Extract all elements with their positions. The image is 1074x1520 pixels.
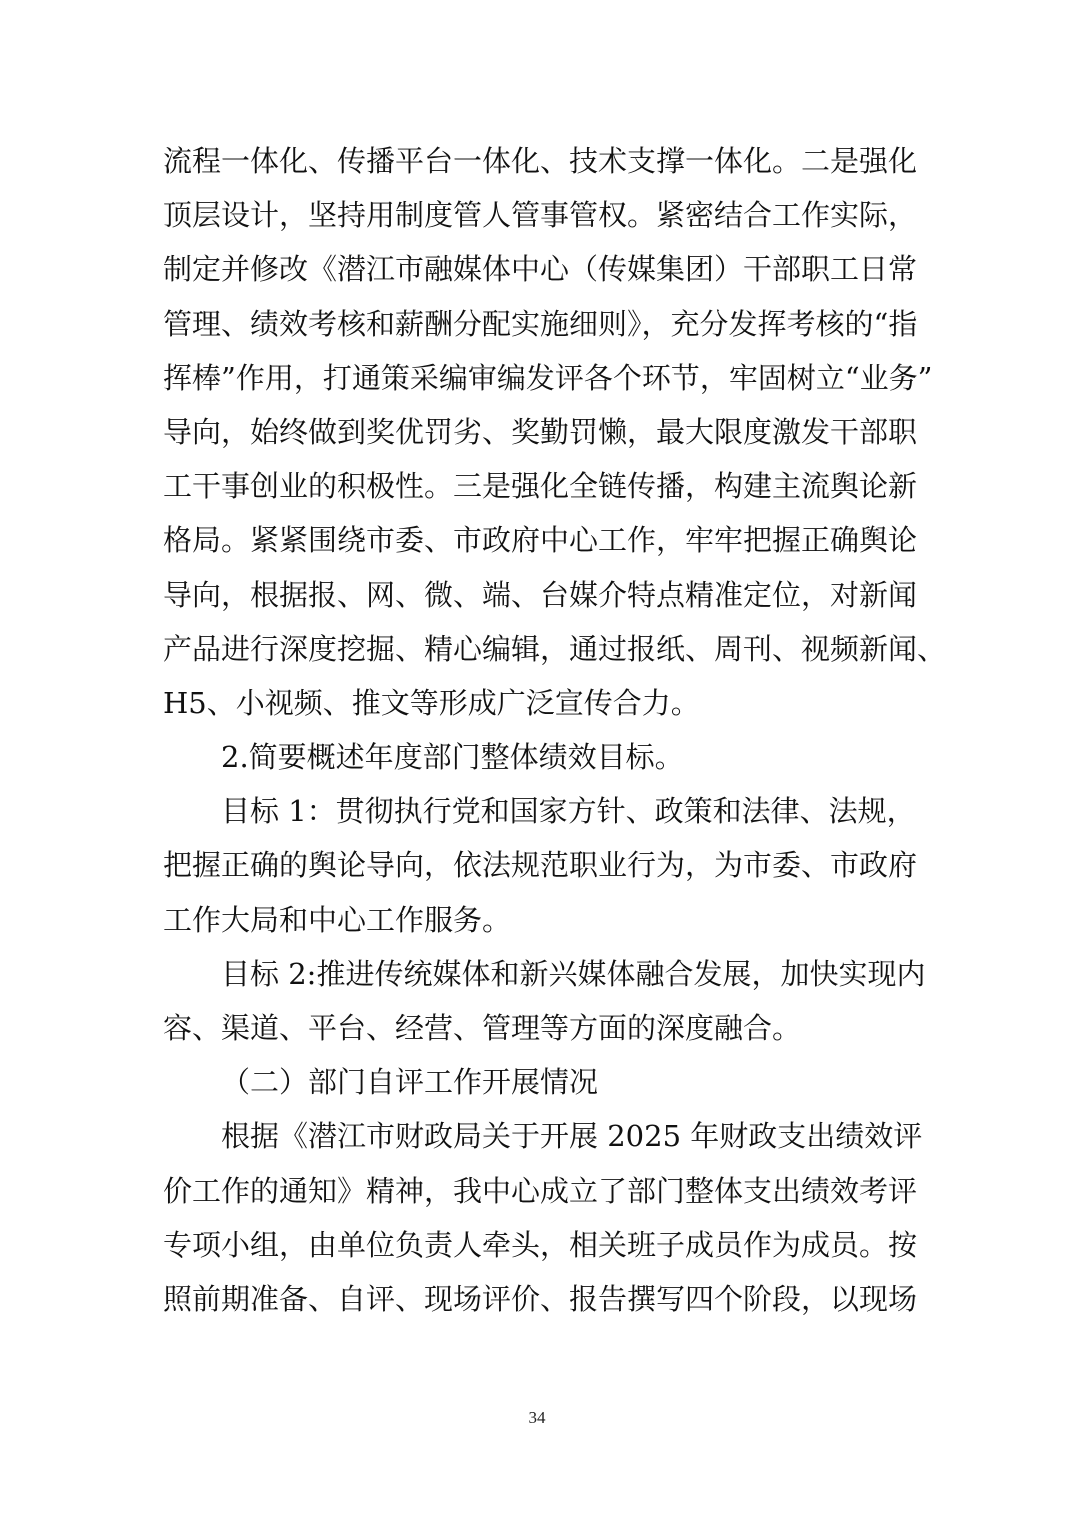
text-line-15: 工作大局和中心工作服务。 <box>163 902 512 937</box>
text-line-19: 根据《潜江市财政局关于开展 2025 年财政支出绩效评 <box>221 1119 923 1154</box>
text-line-20: 价工作的通知》精神，我中心成立了部门整体支出绩效考评 <box>163 1173 918 1208</box>
text-line-10: 产品进行深度挖掘、精心编辑，通过报纸、周刊、视频新闻、 <box>163 631 947 666</box>
text-line-13: 目标 1：贯彻执行党和国家方针、政策和法律、法规， <box>221 794 916 829</box>
text-line-4: 管理、绩效考核和薪酬分配实施细则》，充分发挥考核的“指 <box>163 306 918 341</box>
text-line-14: 把握正确的舆论导向，依法规范职业行为，为市委、市政府 <box>163 848 918 883</box>
text-line-16: 目标 2:推进传统媒体和新兴媒体融合发展，加快实现内 <box>221 956 926 991</box>
text-line-1: 流程一体化、传播平台一体化、技术支撑一体化。二是强化 <box>163 144 918 178</box>
text-line-7: 工干事创业的积极性。三是强化全链传播，构建主流舆论新 <box>163 469 918 504</box>
text-line-22: 照前期准备、自评、现场评价、报告撰写四个阶段，以现场 <box>163 1281 918 1316</box>
text-line-3: 制定并修改《潜江市融媒体中心（传媒集团）干部职工日常 <box>163 252 918 287</box>
section-heading-goals: 2.简要概述年度部门整体绩效目标。 <box>221 740 684 775</box>
text-line-21: 专项小组，由单位负责人牵头，相关班子成员作为成员。按 <box>163 1227 918 1262</box>
page-number: 34 <box>528 1408 546 1427</box>
text-line-11: H5、小视频、推文等形成广泛宣传合力。 <box>163 685 700 720</box>
text-line-9: 导向，根据报、网、微、端、台媒介特点精准定位，对新闻 <box>163 577 918 612</box>
text-line-2: 顶层设计，坚持用制度管人管事管权。紧密结合工作实际， <box>163 198 918 233</box>
body-text <box>163 134 947 1326</box>
text-line-6: 导向，始终做到奖优罚劣、奖勤罚懒，最大限度激发干部职 <box>163 414 918 449</box>
text-line-5: 挥棒”作用，打通策采编审编发评各个环节，牢固树立“业务” <box>163 360 933 395</box>
section-heading-self-evaluation: （二）部门自评工作开展情况 <box>221 1065 599 1100</box>
text-line-8: 格局。紧紧围绕市委、市政府中心工作，牢牢把握正确舆论 <box>163 523 918 558</box>
text-line-17: 容、渠道、平台、经营、管理等方面的深度融合。 <box>163 1011 802 1045</box>
